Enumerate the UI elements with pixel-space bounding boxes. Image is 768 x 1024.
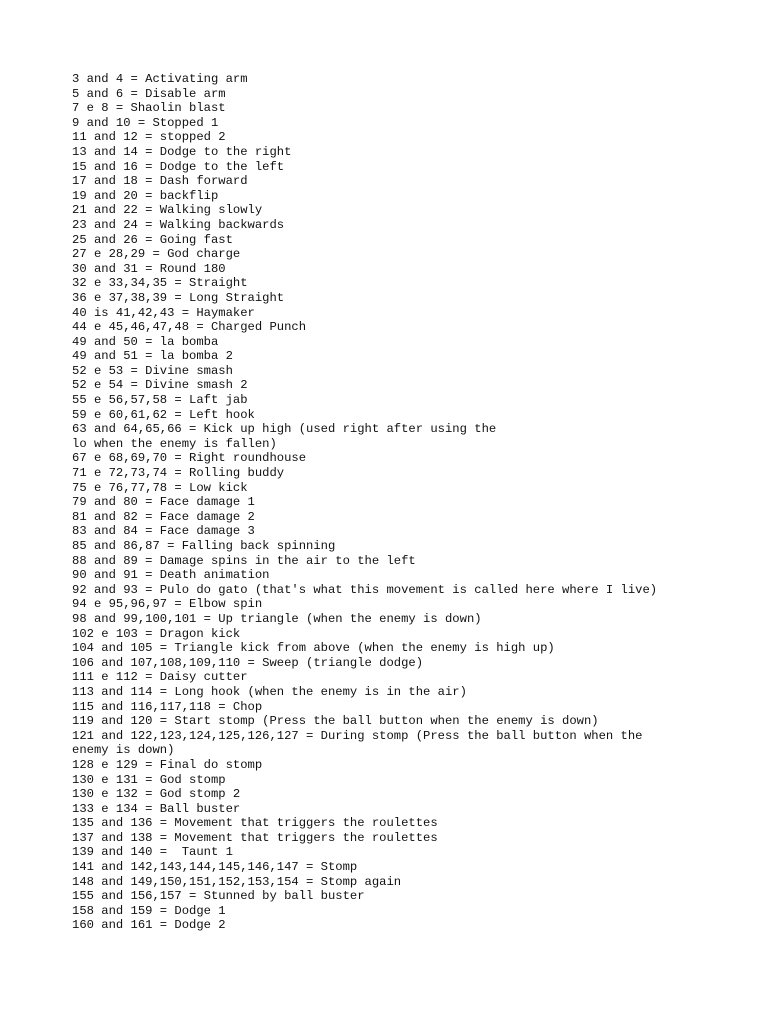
text-line: 155 and 156,157 = Stunned by ball buster (72, 889, 365, 904)
text-line: 130 e 131 = God stomp (72, 772, 226, 787)
text-line: 102 e 103 = Dragon kick (72, 626, 241, 641)
text-line: 130 e 132 = God stomp 2 (72, 787, 241, 802)
text-line: 49 and 51 = la bomba 2 (72, 349, 233, 364)
text-line: 27 e 28,29 = God charge (72, 247, 241, 262)
text-line: 83 and 84 = Face damage 3 (72, 524, 255, 539)
text-line: 94 e 95,96,97 = Elbow spin (72, 597, 263, 612)
text-line: 137 and 138 = Movement that triggers the roulettes (72, 830, 438, 845)
text-line: 160 and 161 = Dodge 2 (72, 918, 226, 933)
text-line: 55 e 56,57,58 = Laft jab (72, 393, 248, 408)
text-line: 59 e 60,61,62 = Left hook (72, 407, 255, 422)
text-line: 90 and 91 = Death animation (72, 568, 270, 583)
text-line: enemy is down) (72, 743, 175, 758)
text-line: 52 e 54 = Divine smash 2 (72, 378, 248, 393)
text-line: 121 and 122,123,124,125,126,127 = During stomp (Press the ball button when the (72, 728, 643, 743)
text-line: 111 e 112 = Daisy cutter (72, 670, 248, 685)
text-line: 106 and 107,108,109,110 = Sweep (triangle dodge) (72, 655, 424, 670)
text-line: 13 and 14 = Dodge to the right (72, 144, 292, 159)
text-line: 75 e 76,77,78 = Low kick (72, 480, 248, 495)
text-line: lo when the enemy is fallen) (72, 436, 277, 451)
text-line: 36 e 37,38,39 = Long Straight (72, 290, 285, 305)
text-line: 135 and 136 = Movement that triggers the roulettes (72, 816, 438, 831)
text-line: 79 and 80 = Face damage 1 (72, 495, 255, 510)
text-line: 81 and 82 = Face damage 2 (72, 509, 255, 524)
text-line: 141 and 142,143,144,145,146,147 = Stomp (72, 860, 358, 875)
text-line: 67 e 68,69,70 = Right roundhouse (72, 451, 307, 466)
text-line: 128 e 129 = Final do stomp (72, 757, 263, 772)
text-line: 15 and 16 = Dodge to the left (72, 159, 285, 174)
text-line: 71 e 72,73,74 = Rolling buddy (72, 466, 285, 481)
text-line: 119 and 120 = Start stomp (Press the ball button when the enemy is down) (72, 714, 599, 729)
text-line: 32 e 33,34,35 = Straight (72, 276, 248, 291)
text-line: 104 and 105 = Triangle kick from above (when the enemy is high up) (72, 641, 555, 656)
text-line: 40 is 41,42,43 = Haymaker (72, 305, 255, 320)
text-line: 115 and 116,117,118 = Chop (72, 699, 263, 714)
text-line: 92 and 93 = Pulo do gato (that's what this movement is called here where I live) (72, 582, 658, 597)
text-line: 21 and 22 = Walking slowly (72, 203, 263, 218)
text-line: 52 e 53 = Divine smash (72, 363, 233, 378)
text-line: 85 and 86,87 = Falling back spinning (72, 539, 336, 553)
text-line: 158 and 159 = Dodge 1 (72, 903, 226, 918)
text-line: 44 e 45,46,47,48 = Charged Punch (72, 320, 307, 335)
text-line: 30 and 31 = Round 180 (72, 261, 226, 276)
text-line: 7 e 8 = Shaolin blast (72, 101, 226, 116)
text-line: 9 and 10 = Stopped 1 (72, 115, 219, 130)
text-line: 3 and 4 = Activating arm (72, 72, 248, 86)
text-line: 88 and 89 = Damage spins in the air to the left (72, 553, 416, 568)
text-line: 5 and 6 = Disable arm (72, 86, 226, 101)
text-line: 49 and 50 = la bomba (72, 334, 219, 349)
text-line: 63 and 64,65,66 = Kick up high (used right after using the (72, 422, 497, 437)
text-line: 17 and 18 = Dash forward (72, 174, 248, 189)
text-line: 148 and 149,150,151,152,153,154 = Stomp again (72, 874, 402, 889)
text-line: 25 and 26 = Going fast (72, 232, 233, 247)
text-line: 98 and 99,100,101 = Up triangle (when the enemy is down) (72, 611, 482, 626)
text-line: 133 e 134 = Ball buster (72, 801, 241, 816)
text-line: 23 and 24 = Walking backwards (72, 217, 285, 232)
move-list-text (72, 72, 712, 933)
text-line: 11 and 12 = stopped 2 (72, 130, 226, 145)
text-line: 139 and 140 = Taunt 1 (72, 845, 233, 860)
text-line: 113 and 114 = Long hook (when the enemy is in the air) (72, 684, 467, 699)
text-line: 19 and 20 = backflip (72, 188, 219, 203)
